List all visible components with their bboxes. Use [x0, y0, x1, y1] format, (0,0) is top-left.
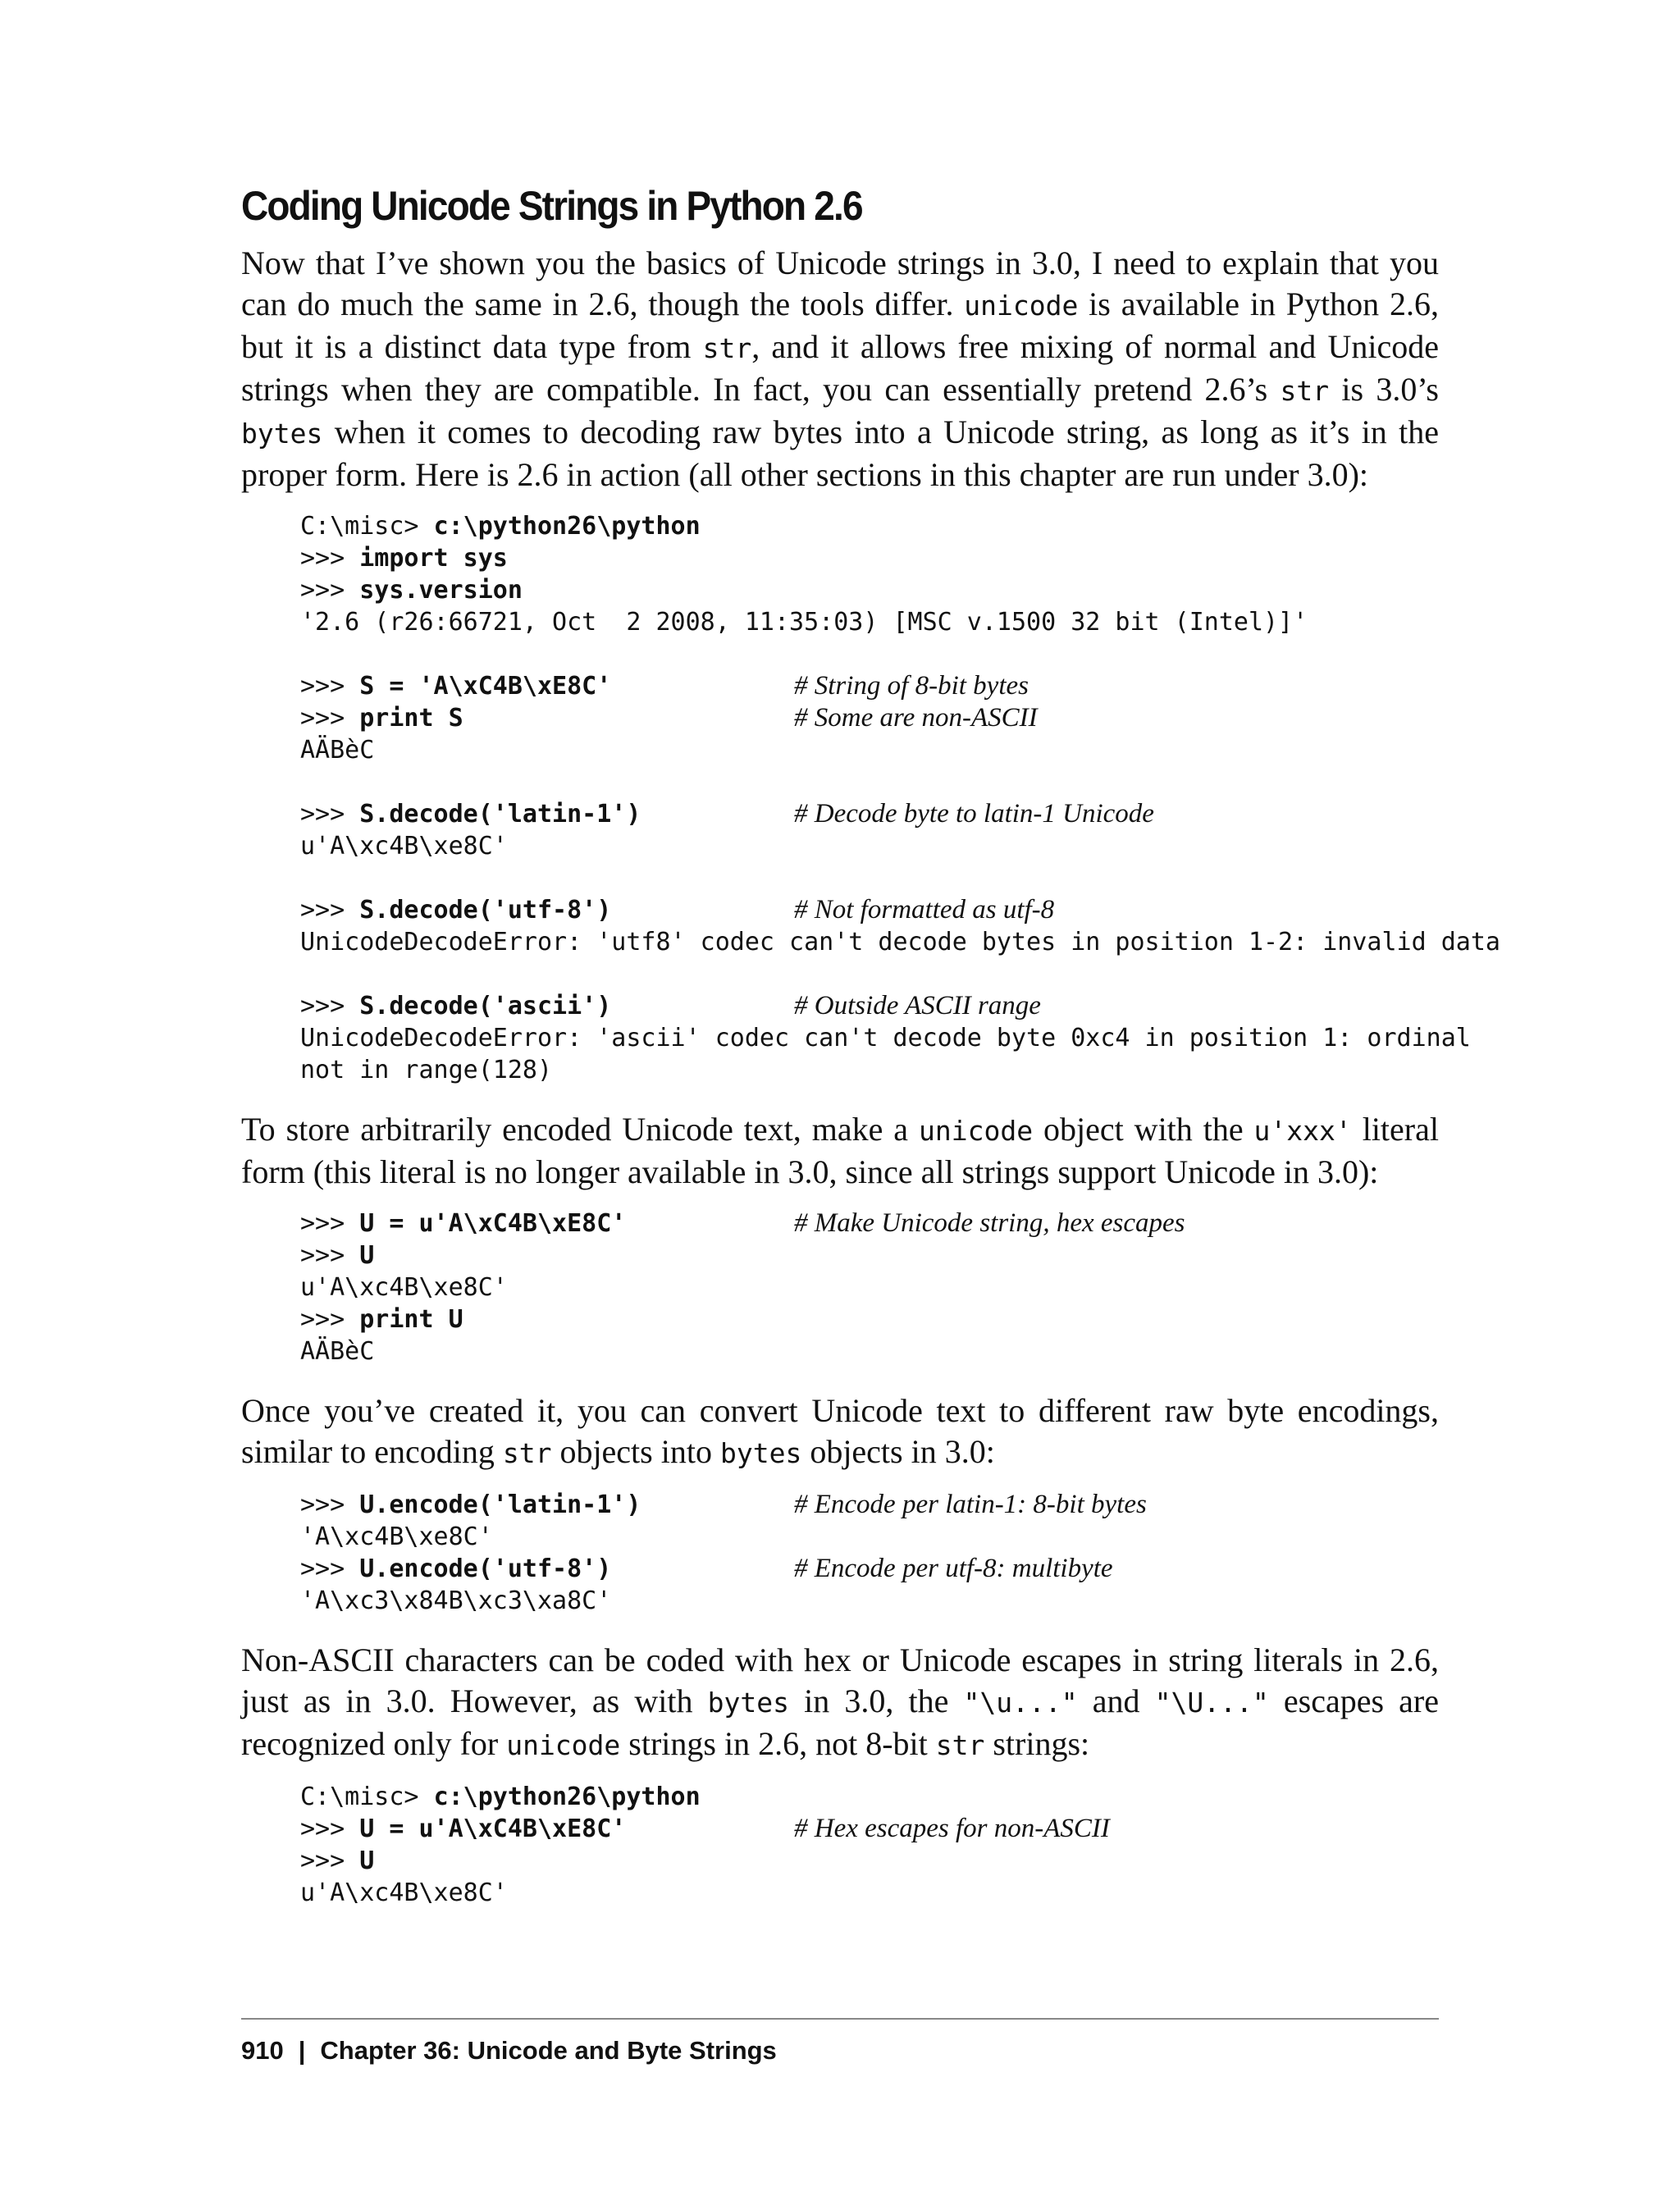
paragraph-2: [241, 1109, 1447, 1193]
code-line: [300, 830, 1439, 862]
user-command: print S: [359, 704, 463, 733]
output: 'A\xc4B\xe8C': [300, 1522, 493, 1551]
page-number: 910: [241, 2036, 284, 2065]
output: u'A\xc4B\xe8C': [300, 1879, 508, 1907]
prompt: >>>: [300, 992, 360, 1020]
inline-code: unicode: [918, 1115, 1034, 1147]
inline-code: "\U...": [1154, 1687, 1269, 1719]
user-command: S.decode('latin-1'): [359, 800, 641, 829]
code-line: [300, 1489, 1439, 1521]
code-blank-line: [300, 766, 1439, 798]
inline-code: u'xxx': [1253, 1115, 1352, 1147]
text-run: objects in 3.0:: [801, 1433, 995, 1470]
code-line: [300, 510, 1439, 542]
code-line: [300, 894, 1439, 926]
footer-separator: |: [298, 2036, 306, 2065]
prompt: C:\misc>: [300, 1783, 434, 1811]
text-run: Now that I’ve shown you the basics of Unicode strings in 3.0, I need to explain that you can do much the same in 2.6, though the tools differ.: [241, 244, 1447, 322]
output: u'A\xc4B\xe8C': [300, 1273, 508, 1302]
code-line: [300, 702, 1439, 734]
code-line: [300, 542, 1439, 574]
code-line: [300, 1335, 1439, 1367]
text-run: Non-ASCII characters can be coded with hex or Unicode escapes in string literals in 2.6, just as in 3.0. However, as with: [241, 1641, 1447, 1719]
code-line: [300, 606, 1439, 638]
paragraph-3: [241, 1390, 1447, 1474]
prompt: >>>: [300, 544, 360, 573]
text-run: is available in Python 2.6, but it is a distinct data type from: [241, 285, 1447, 365]
prompt: >>>: [300, 1209, 360, 1238]
prompt: >>>: [300, 1815, 360, 1843]
code-line: [300, 1585, 1439, 1617]
prompt: >>>: [300, 672, 360, 701]
code-block-1: [300, 510, 1500, 1086]
paragraph-4: [241, 1640, 1447, 1766]
code-comment: # Some are non-ASCII: [794, 703, 1038, 733]
prompt: >>>: [300, 1491, 360, 1519]
text-run: and: [1077, 1682, 1155, 1719]
text-run: To store arbitrarily encoded Unicode text, make a: [241, 1111, 919, 1148]
inline-code: bytes: [719, 1437, 802, 1469]
code-line: [300, 798, 1439, 830]
code-line: [300, 1813, 1439, 1845]
output: AÄBèC: [300, 736, 375, 765]
code-comment: # Hex escapes for non-ASCII: [794, 1814, 1110, 1843]
code-line: [300, 1022, 1471, 1054]
inline-code: str: [1280, 375, 1330, 407]
code-comment: # Decode byte to latin-1 Unicode: [794, 799, 1154, 829]
code-comment: # Make Unicode string, hex escapes: [794, 1208, 1185, 1238]
section-heading: Coding Unicode Strings in Python 2.6: [241, 183, 862, 229]
code-line: [300, 1303, 1439, 1335]
code-blank-line: [300, 862, 1439, 894]
user-command: print U: [359, 1305, 463, 1334]
code-line: [300, 1521, 1439, 1553]
user-command: U: [359, 1847, 375, 1875]
prompt: >>>: [300, 576, 360, 605]
code-line: [300, 1553, 1439, 1585]
inline-code: str: [935, 1729, 985, 1761]
inline-code: unicode: [506, 1729, 621, 1761]
code-line: [300, 926, 1500, 958]
output: not in range(128): [300, 1056, 553, 1084]
user-command: S.decode('ascii'): [359, 992, 612, 1020]
code-comment: # Encode per latin-1: 8-bit bytes: [794, 1490, 1147, 1519]
user-command: U = u'A\xC4B\xE8C': [359, 1209, 627, 1238]
user-command: import sys: [359, 544, 508, 573]
chapter-title: Chapter 36: Unicode and Byte Strings: [320, 2036, 777, 2065]
text-run: strings:: [984, 1725, 1090, 1762]
output: '2.6 (r26:66721, Oct 2 2008, 11:35:03) [MSC v.1500 32 bit (Intel)]': [300, 608, 1308, 637]
code-line: [300, 1781, 1439, 1813]
prompt: >>>: [300, 1241, 360, 1270]
text-run: Once you’ve created it, you can convert Unicode text to different raw byte encodings, similar to encoding: [241, 1392, 1447, 1470]
code-comment: # Not formatted as utf-8: [794, 895, 1055, 924]
output: AÄBèC: [300, 1337, 375, 1366]
user-command: c:\python26\python: [433, 1783, 701, 1811]
code-block-3: [300, 1489, 1439, 1617]
user-command: S = 'A\xC4B\xE8C': [359, 672, 612, 701]
user-command: c:\python26\python: [433, 512, 701, 541]
output: u'A\xc4B\xe8C': [300, 832, 508, 861]
user-command: U.encode('latin-1'): [359, 1491, 641, 1519]
code-line: [300, 734, 1439, 766]
text-run: escapes are recognized only for: [241, 1682, 1447, 1762]
prompt: >>>: [300, 704, 360, 733]
paragraph-1: [241, 243, 1448, 495]
output: UnicodeDecodeError: 'ascii' codec can't decode byte 0xc4 in position 1: ordinal: [300, 1024, 1471, 1052]
text-run: , and it allows free mixing of normal and Unicode strings when they are compatible. In fact, you can essentially pretend 2.6’s: [241, 328, 1447, 408]
prompt: >>>: [300, 1554, 360, 1583]
code-comment: # Encode per utf-8: multibyte: [794, 1554, 1113, 1583]
code-comment: # Outside ASCII range: [794, 991, 1041, 1020]
text-run: in 3.0, the: [788, 1682, 964, 1719]
user-command: sys.version: [359, 576, 523, 605]
code-blank-line: [300, 638, 1439, 670]
user-command: S.decode('utf-8'): [359, 896, 612, 924]
output: UnicodeDecodeError: 'utf8' codec can't decode bytes in position 1-2: invalid data: [300, 928, 1500, 956]
user-command: U.encode('utf-8'): [359, 1554, 612, 1583]
code-line: [300, 1877, 1439, 1909]
inline-code: bytes: [241, 418, 323, 450]
code-line: [300, 1239, 1439, 1271]
text-run: objects into: [551, 1433, 720, 1470]
inline-code: bytes: [707, 1687, 789, 1719]
text-run: literal form (this literal is no longer available in 3.0, since all strings support Unicode in 3.0):: [241, 1111, 1447, 1190]
code-line: [300, 574, 1439, 606]
code-line: [300, 670, 1439, 702]
code-line: [300, 1208, 1439, 1239]
user-command: U: [359, 1241, 375, 1270]
page-content: [241, 180, 1500, 1932]
prompt: C:\misc>: [300, 512, 434, 541]
code-line: [300, 1271, 1439, 1303]
inline-code: str: [502, 1437, 552, 1469]
page-footer: [241, 2018, 1439, 2066]
prompt: >>>: [300, 1305, 360, 1334]
code-block-4: [300, 1781, 1439, 1909]
code-line: [300, 1845, 1439, 1877]
prompt: >>>: [300, 896, 360, 924]
inline-code: "\u...": [963, 1687, 1078, 1719]
text-run: is 3.0’s: [1329, 371, 1448, 408]
output: 'A\xc3\x84B\xc3\xa8C': [300, 1586, 612, 1615]
code-comment: # String of 8-bit bytes: [794, 671, 1029, 701]
code-blank-line: [300, 958, 1439, 990]
inline-code: unicode: [964, 290, 1079, 322]
user-command: U = u'A\xC4B\xE8C': [359, 1815, 627, 1843]
code-line: [300, 990, 1439, 1022]
text-run: strings in 2.6, not 8-bit: [620, 1725, 936, 1762]
text-run: object with the: [1033, 1111, 1254, 1148]
prompt: >>>: [300, 800, 360, 829]
prompt: >>>: [300, 1847, 360, 1875]
code-line: [300, 1054, 1439, 1086]
code-block-2: [300, 1208, 1439, 1367]
inline-code: str: [702, 332, 752, 364]
text-run: when it comes to decoding raw bytes into a Unicode string, as long as it’s in the proper form. Here is 2.6 in action (all other sections in this chapter are run under 3.0):: [241, 413, 1447, 493]
